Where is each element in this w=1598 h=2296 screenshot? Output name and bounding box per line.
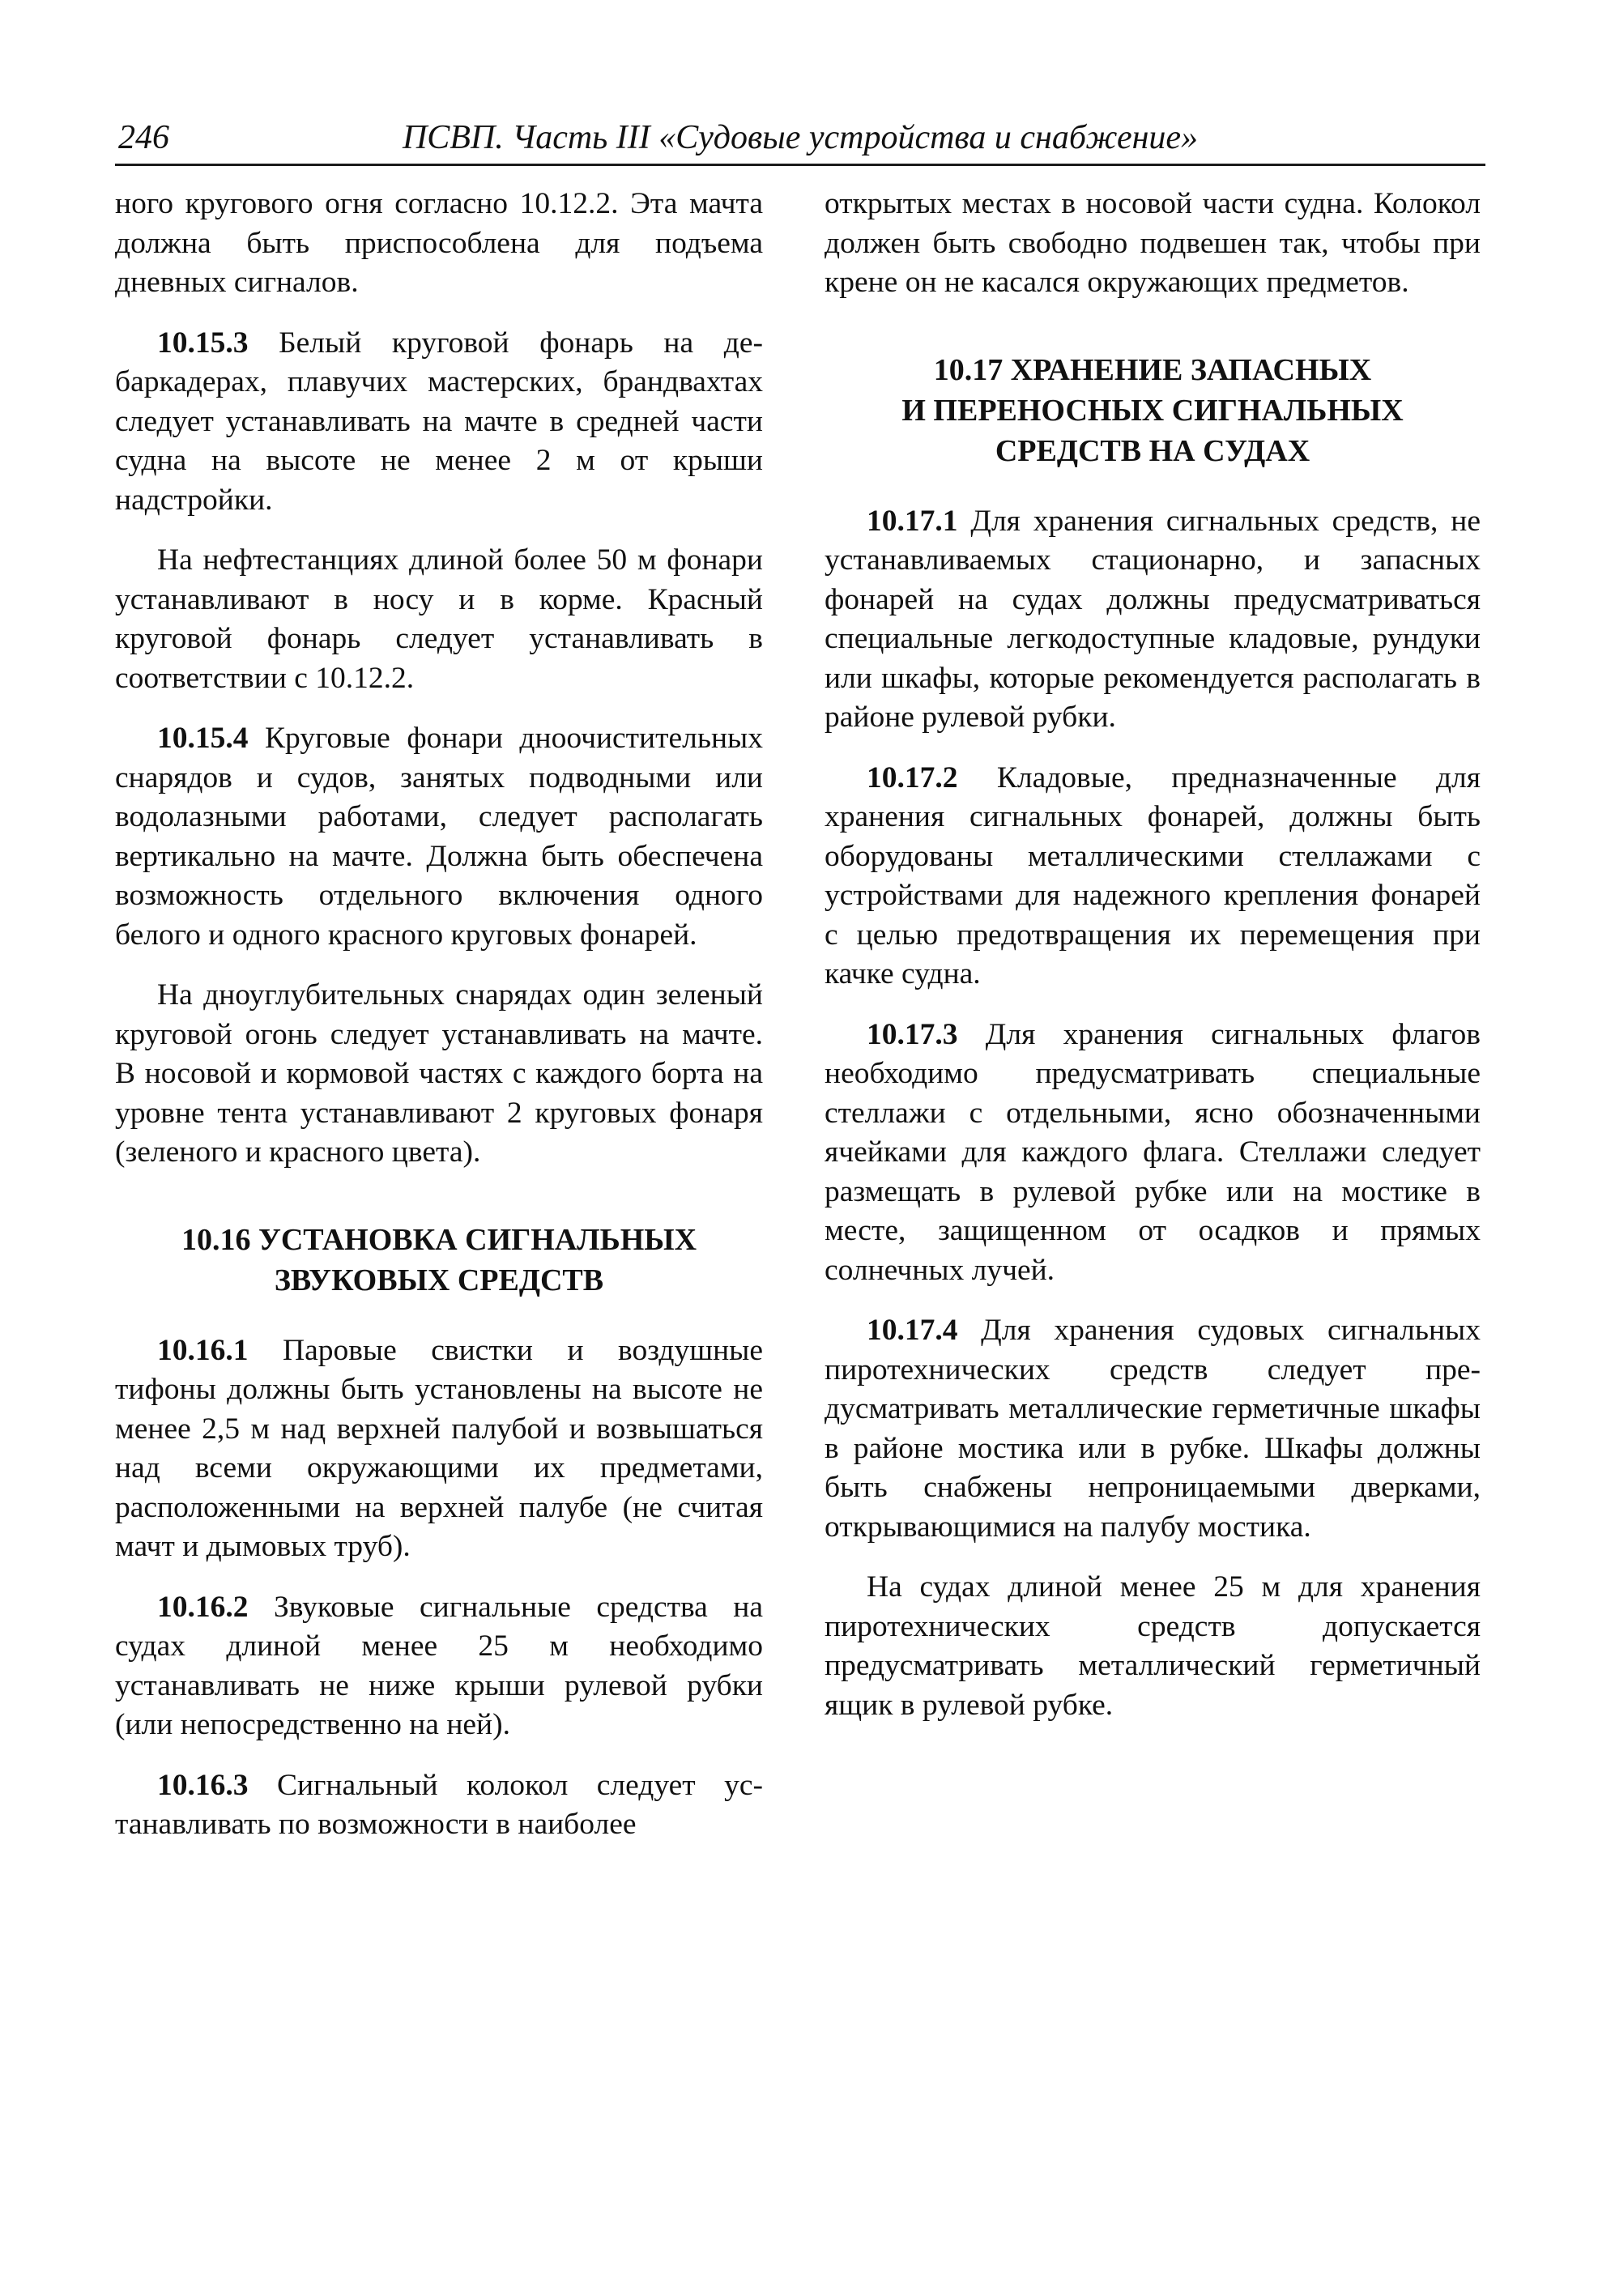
- section-heading-10-17: [825, 350, 1481, 471]
- clause-number: 10.16.3: [157, 1768, 249, 1802]
- clause-10-16-2: [115, 1588, 763, 1745]
- clause-10-17-1: [825, 502, 1481, 738]
- clause-text: Сигнальный колокол следует устанавливать по возможности в наиболее: [115, 1768, 763, 1841]
- clause-text: Звуковые сигнальные средства на судах длиной менее 25 м необходимо устанавливать не ниже крыши рулевой рубки (или непосредственно на ней).: [115, 1590, 763, 1741]
- clause-number: 10.16.2: [157, 1590, 249, 1624]
- paragraph-continuation: ного кругового огня согласно 10.12.2. Эта мачта должна быть приспособлена для подъема дневных сигналов.: [115, 187, 763, 299]
- heading-line: ЗВУКОВЫХ СРЕДСТВ: [274, 1263, 604, 1297]
- right-column: [825, 185, 1481, 1746]
- clause-number: 10.17.1: [867, 504, 958, 538]
- paragraph: На судах длиной менее 25 м для хранения пиротехнических средств допускается предусматривать металлический герметичный ящик в рулевой рубке.: [825, 1570, 1481, 1722]
- clause-number: 10.15.4: [157, 722, 249, 755]
- clause-10-15-4: [115, 719, 763, 955]
- heading-line: СРЕДСТВ НА СУДАХ: [995, 433, 1310, 468]
- clause-text: Круговые фонари дноочистительных снарядов и судов, занятых подводными или водолазными работами, следует располагать вертикально на мачте. Должна быть обеспечена возможность отдельного включения одного белого и одного красного круговых фонарей.: [115, 722, 763, 952]
- paragraph: На нефтестанциях длиной более 50 м фонари устанавливают в носу и в корме. Красный круговой фонарь следует устанавливать в соответствии с 10.12.2.: [115, 543, 763, 695]
- heading-line: И ПЕРЕНОСНЫХ СИГНАЛЬНЫХ: [901, 393, 1404, 428]
- section-heading-10-16: [115, 1220, 763, 1301]
- paragraph: На дноуглубительных снарядах один зеленый круговой огонь следует устанавливать на мачте. В носовой и кормовой частях с каждого борта на уровне тента устанавливают 2 круговых фонаря (зеленого и красного цвета).: [115, 978, 763, 1169]
- clause-text: Кладовые, предназначенные для хранения сигнальных фонарей, должны быть оборудованы металлическими стеллажами с устройствами для надежного крепления фонарей с целью предотвращения их перемещения при качке судна.: [825, 760, 1481, 990]
- paragraph-continuation: открытых местах в носовой части судна. Колокол должен быть свободно подвешен так, чтобы при крене он не касался окружающих предметов.: [825, 187, 1481, 299]
- running-title: ПСВП. Часть III «Судовые устройства и снабжение»: [402, 119, 1199, 156]
- clause-10-15-3: [115, 324, 763, 521]
- clause-10-17-3: [825, 1016, 1481, 1291]
- heading-line: 10.17 ХРАНЕНИЕ ЗАПАСНЫХ: [933, 352, 1372, 387]
- page-header: [115, 113, 1485, 166]
- clause-10-16-3: [115, 1766, 763, 1845]
- clause-text: Для хранения сигнальных средств, не устанавливаемых стационарно, и запасных фонарей на судах должны предусматриваться специальные легкодоступные кладовые, рундуки или шкафы, которые рекомендуется располагать в районе рулевой рубки.: [825, 504, 1481, 734]
- clause-10-16-1: [115, 1331, 763, 1567]
- clause-10-17-4: [825, 1311, 1481, 1547]
- clause-number: 10.17.2: [867, 760, 958, 794]
- clause-number: 10.16.1: [157, 1333, 249, 1367]
- left-column: [115, 185, 763, 1866]
- clause-number: 10.17.4: [867, 1314, 958, 1347]
- clause-10-17-2: [825, 759, 1481, 995]
- page-number: 246: [118, 119, 169, 156]
- clause-text: Для хранения сигнальных флагов необходимо предусматривать специальные стеллажи с отдельными, ясно обозначенными ячейками для каждого флага. Стеллажи следует размещать в рулевой рубке или на мостике в месте, защищенном от осадков и прямых солнечных лучей.: [825, 1017, 1481, 1287]
- heading-line: 10.16 УСТАНОВКА СИГНАЛЬНЫХ: [181, 1222, 697, 1257]
- clause-number: 10.17.3: [867, 1017, 958, 1051]
- clause-number: 10.15.3: [157, 326, 249, 360]
- clause-text: Паровые свистки и воздушные тифоны должны быть установлены на высоте не менее 2,5 м над верхней палубой и возвышаться над всеми окружающими их предметами, расположенными на верхней палубе (не считая мачт и дымовых труб).: [115, 1333, 763, 1563]
- clause-text: Белый круговой фонарь на дебаркадерах, плавучих мастерских, брандвахтах следует устанавливать на мачте в средней части судна на высоте не менее 2 м от крыши надстройки.: [115, 326, 763, 517]
- clause-text: Для хранения судовых сигнальных пиротехнических средств следует предусматривать металлические герметичные шкафы в районе мостика или в рубке. Шкафы должны быть снабжены непроницаемыми дверками, открывающимися на палубу мостика.: [825, 1314, 1481, 1544]
